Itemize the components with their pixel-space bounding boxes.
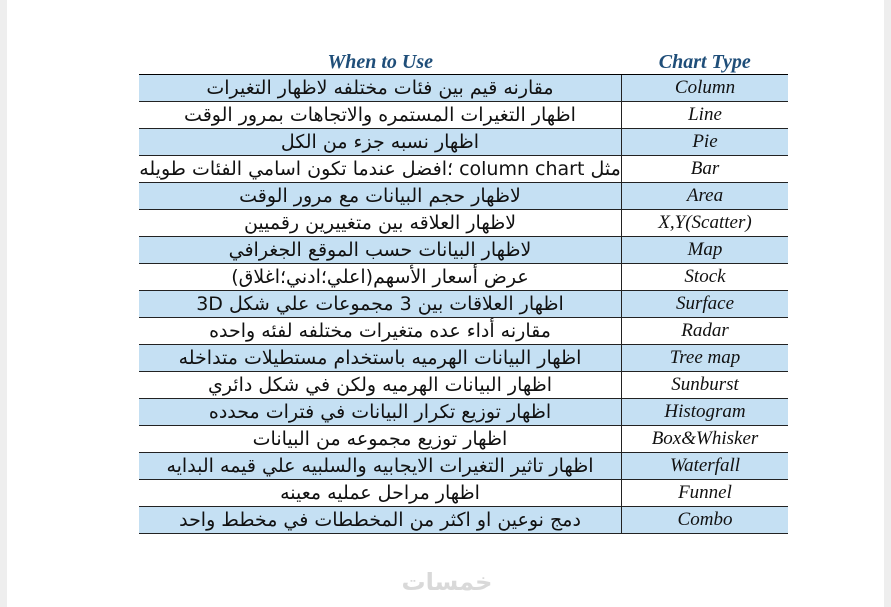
row-when-to-use: اظهار نسبه جزء من الكل xyxy=(139,129,622,156)
table-row xyxy=(139,264,788,291)
row-when-to-use: دمج نوعين او اكثر من المخططات في مخطط واحد xyxy=(139,507,622,534)
row-chart-type: Pie xyxy=(622,129,789,156)
row-chart-type: X,Y(Scatter) xyxy=(622,210,789,237)
watermark-logo: خمسات xyxy=(401,568,493,596)
row-chart-type: Waterfall xyxy=(622,453,789,480)
document-page xyxy=(7,0,884,607)
row-when-to-use: اظهار مراحل عمليه معينه xyxy=(139,480,622,507)
header-chart-type: Chart Type xyxy=(622,48,789,75)
chart-types-table xyxy=(139,48,788,534)
table-row xyxy=(139,102,788,129)
row-chart-type: Surface xyxy=(622,291,789,318)
table-row xyxy=(139,129,788,156)
row-when-to-use: مقارنه أداء عده متغيرات مختلفه لفئه واحده xyxy=(139,318,622,345)
table-row xyxy=(139,372,788,399)
row-when-to-use: لاظهار العلاقه بين متغييرين رقميين xyxy=(139,210,622,237)
row-when-to-use: اظهار العلاقات بين 3 مجموعات علي شكل 3D xyxy=(139,291,622,318)
table-row xyxy=(139,453,788,480)
row-chart-type: Combo xyxy=(622,507,789,534)
header-when-to-use: When to Use xyxy=(139,48,622,75)
table-row xyxy=(139,399,788,426)
table-row xyxy=(139,426,788,453)
row-when-to-use: مثل column chart ؛افضل عندما تكون اسامي الفئات طويله xyxy=(139,156,622,183)
row-when-to-use: لاظهار البيانات حسب الموقع الجغرافي xyxy=(139,237,622,264)
table-row xyxy=(139,318,788,345)
row-chart-type: Map xyxy=(622,237,789,264)
row-chart-type: Tree map xyxy=(622,345,789,372)
table-header-row xyxy=(139,48,788,75)
table-row xyxy=(139,507,788,534)
table-body xyxy=(139,75,788,534)
row-chart-type: Column xyxy=(622,75,789,102)
row-when-to-use: اظهار تاثير التغيرات الايجابيه والسلبيه علي قيمه البدايه xyxy=(139,453,622,480)
row-when-to-use: اظهار البيانات الهرميه باستخدام مستطيلات متداخله xyxy=(139,345,622,372)
row-when-to-use: اظهار التغيرات المستمره والاتجاهات بمرور الوقت xyxy=(139,102,622,129)
row-chart-type: Area xyxy=(622,183,789,210)
table-row xyxy=(139,345,788,372)
table-row xyxy=(139,480,788,507)
table-row xyxy=(139,183,788,210)
row-when-to-use: مقارنه قيم بين فئات مختلفه لاظهار التغيرات xyxy=(139,75,622,102)
row-when-to-use: عرض أسعار الأسهم(اعلي؛ادني؛اغلاق) xyxy=(139,264,622,291)
table-row xyxy=(139,237,788,264)
table-row xyxy=(139,210,788,237)
row-chart-type: Line xyxy=(622,102,789,129)
row-when-to-use: اظهار توزيع تكرار البيانات في فترات محدده xyxy=(139,399,622,426)
row-chart-type: Radar xyxy=(622,318,789,345)
row-chart-type: Histogram xyxy=(622,399,789,426)
row-chart-type: Bar xyxy=(622,156,789,183)
row-when-to-use: اظهار توزيع مجموعه من البيانات xyxy=(139,426,622,453)
row-when-to-use: اظهار البيانات الهرميه ولكن في شكل دائري xyxy=(139,372,622,399)
table-row xyxy=(139,156,788,183)
row-chart-type: Stock xyxy=(622,264,789,291)
row-chart-type: Box&Whisker xyxy=(622,426,789,453)
row-when-to-use: لاظهار حجم البيانات مع مرور الوقت xyxy=(139,183,622,210)
row-chart-type: Funnel xyxy=(622,480,789,507)
row-chart-type: Sunburst xyxy=(622,372,789,399)
table-row xyxy=(139,291,788,318)
table-row xyxy=(139,75,788,102)
